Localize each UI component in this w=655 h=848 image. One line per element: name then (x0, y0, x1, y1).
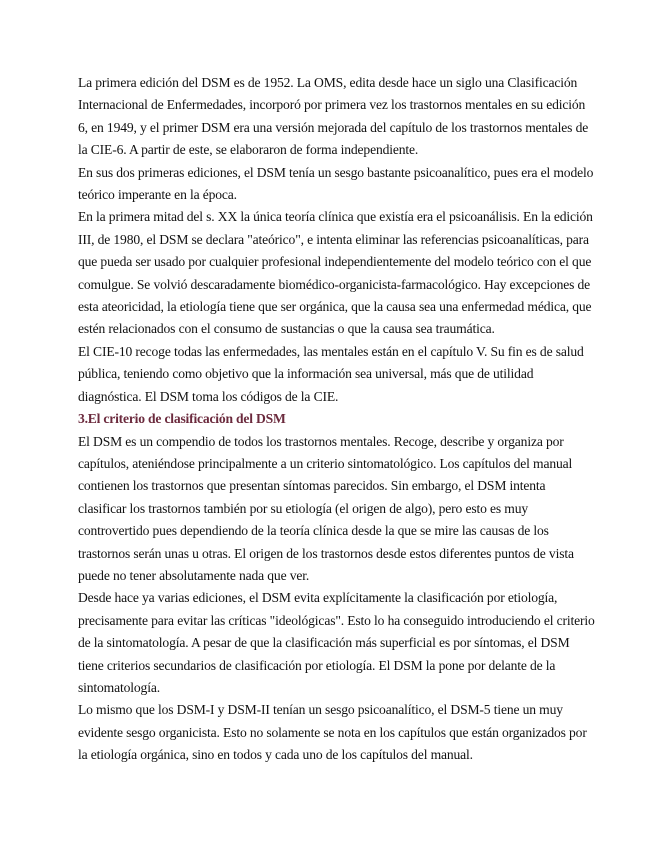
paragraph-organicist-bias: Lo mismo que los DSM-I y DSM-II tenían un sesgo psicoanalítico, el DSM-5 tiene un muy evidente sesgo organicista. Esto no solamente se nota en los capítulos que están organizados por la etiología orgánica, sino en todos y cada uno de los capítulos del manual. (78, 702, 587, 763)
paragraph-cie-10: El CIE-10 recoge todas las enfermedades, las mentales están en el capítulo V. Su fin es de salud pública, teniendo como objetivo que la información sea universal, más que de utilidad diagnóstica. El DSM toma los códigos de la CIE. (78, 343, 584, 404)
section-heading: 3.El criterio de clasificación del DSM (78, 411, 286, 427)
paragraph-dsm-iii-atheoretical: En la primera mitad del s. XX la única teoría clínica que existía era el psicoanálisis. En la edición III, de 1980, el DSM se declara "ateórico", e intenta eliminar las referencias psicoanalíticas, para que pueda ser usado por cualquier profesional independientemente del modelo teórico con el que comulgue. Se volvió descaradamente biomédico-organicista-farmacológico. Hay excepciones de esta ateoricidad, la etiología tiene que ser orgánica, que la causa sea una enfermedad médica, que estén relacionados con el consumo de sustancias o que la causa sea traumática. (78, 209, 593, 337)
paragraph-dsm-compendium: El DSM es un compendio de todos los trastornos mentales. Recoge, describe y organiza por capítulos, ateniéndose principalmente a un criterio sintomatológico. Los capítulos del manual contienen los trastornos que presentan síntomas parecidos. Sin embargo, el DSM intenta clasificar los trastornos también por su etiología (el origen de algo), pero esto es muy controvertido pues dependiendo de la teoría clínica desde la que se mire las causas de los trastornos serán unas u otras. El origen de los trastornos desde estos diferentes puntos de vista puede no tener absolutamente nada que ver. (78, 433, 574, 583)
paragraph-dsm-origin: La primera edición del DSM es de 1952. La OMS, edita desde hace un siglo una Clasificación Internacional de Enfermedades, incorporó por primera vez los trastornos mentales en su edición 6, en 1949, y el primer DSM era una versión mejorada del capítulo de los trastornos mentales de la CIE-6. A partir de este, se elaboraron de forma independiente. (78, 75, 589, 158)
paragraph-psychoanalytic-bias: En sus dos primeras ediciones, el DSM tenía un sesgo bastante psicoanalítico, pues era el modelo teórico imperante en la época. (78, 164, 594, 203)
paragraph-etiology-classification: Desde hace ya varias ediciones, el DSM evita explícitamente la clasificación por etiología, precisamente para evitar las críticas "ideológicas". Esto lo ha conseguido introduciendo el criterio de la sintomatología. A pesar de que la clasificación más superficial es por síntomas, el DSM tiene criterios secundarios de clasificación por etiología. El DSM la pone por delante de la sintomatología. (78, 590, 595, 695)
